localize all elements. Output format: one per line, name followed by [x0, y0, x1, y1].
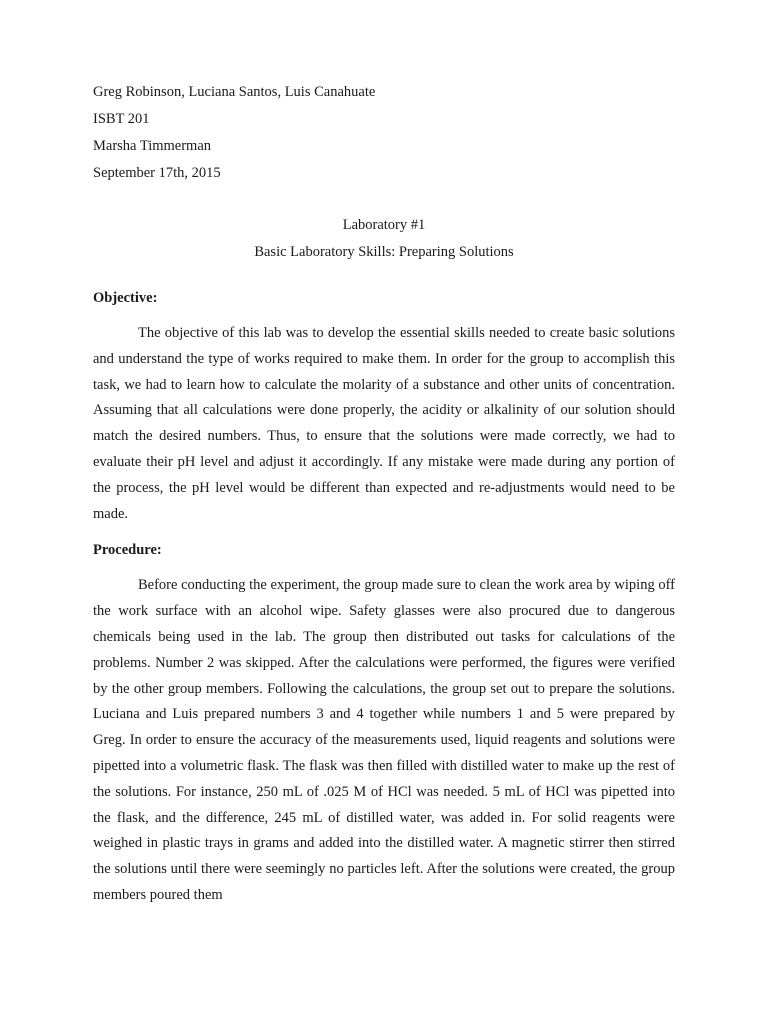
objective-section [93, 289, 675, 527]
procedure-paragraph: Before conducting the experiment, the group made sure to clean the work area by wiping off the work surface with an alcohol wipe. Safety glasses were also procured due to dangerous chemicals being used in the lab. The group then distributed out tasks for calculations of the problems. Number 2 was skipped. After the calculations were performed, the figures were verified by the other group members. Following the calculations, the group set out to prepare the solutions. Luciana and Luis prepared numbers 3 and 4 together while numbers 1 and 5 were prepared by Greg. In order to ensure the accuracy of the measurements used, liquid reagents and solutions were pipetted into a volumetric flask. The flask was then filled with distilled water to make up the rest of the solutions. For instance, 250 mL of .025 M of HCl was needed. 5 mL of HCl was pipetted into the flask, and the difference, 245 mL of distilled water, was added in. For solid reagents were weighed in plastic trays in grams and added into the distilled water. A magnetic stirrer then stirred the solutions until there were seemingly no particles left. After the solutions were created, the group members poured them [93, 577, 675, 903]
title-block [93, 216, 675, 261]
objective-paragraph: The objective of this lab was to develop the essential skills needed to create basic solutions and understand the type of works required to make them. In order for the group to accomplish this task, we had to learn how to calculate the molarity of a substance and other units of concentration. Assuming that all calculations were done properly, the acidity or alkalinity of our solution should match the desired numbers. Thus, to ensure that the solutions were made correctly, we had to evaluate their pH level and adjust it accordingly. If any mistake were made during any portion of the process, the pH level would be different than expected and re-adjustments would need to be made. [93, 325, 675, 522]
lab-number: Laboratory #1 [342, 217, 426, 233]
document-page [93, 83, 675, 909]
objective-heading: Objective: [93, 290, 158, 306]
procedure-heading: Procedure: [93, 542, 162, 559]
authors-line: Greg Robinson, Luciana Santos, Luis Canahuate [93, 84, 376, 100]
document-header [93, 83, 675, 182]
date-line: September 17th, 2015 [93, 165, 221, 181]
instructor-line: Marsha Timmerman [93, 138, 212, 154]
course-line: ISBT 201 [93, 111, 150, 127]
lab-title: Basic Laboratory Skills: Preparing Solutions [254, 244, 514, 260]
procedure-section [93, 541, 675, 908]
